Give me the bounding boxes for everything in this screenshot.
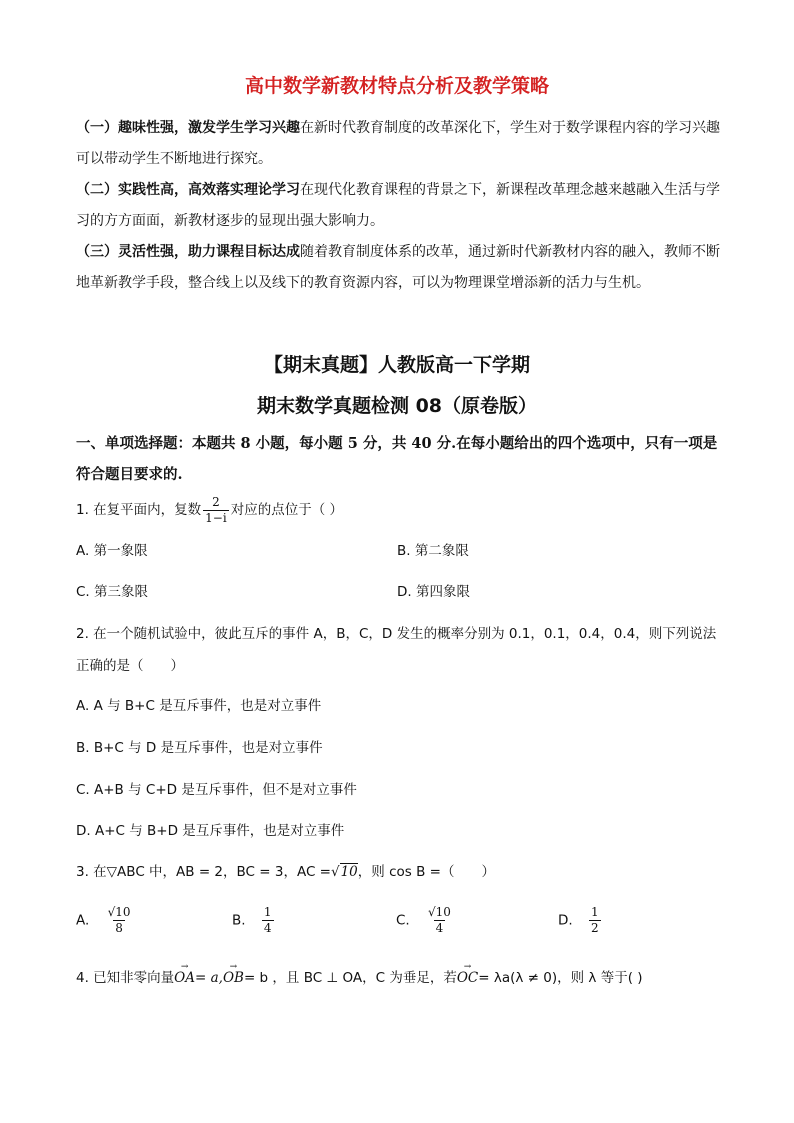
q3-option-c-fraction — [426, 905, 453, 936]
q1-frac-num: 2 — [212, 494, 220, 509]
q3-sqrt-value: 10 — [340, 864, 358, 880]
frac-den: 2 — [590, 921, 599, 935]
question-4 — [76, 962, 726, 994]
intro-paragraph — [76, 237, 726, 299]
q3-option-d — [558, 905, 603, 936]
intro-block — [76, 113, 726, 299]
frac-den: 8 — [115, 921, 123, 935]
intro-lead: （二）实践性高，高效落实理论学习 — [76, 182, 300, 198]
vector-oc: → OC — [457, 962, 478, 994]
q4-stem-pre: 4. 已知非零向量 — [76, 970, 175, 986]
q3-option-d-fraction — [589, 905, 601, 936]
q3-option-a-label: A. — [76, 912, 90, 929]
q3-stem-pre: 3. 在▽ABC 中，AB = 2，BC = 3，AC = — [76, 864, 331, 880]
q1-frac-den: 1−i — [205, 510, 227, 525]
section-heading: 一、单项选择题：本题共 8 小题，每小题 5 分，共 40 分.在每小题给出的四个选项中，只有一项是符合题目要求的. — [76, 435, 718, 483]
question-3 — [76, 856, 726, 888]
frac-den: 4 — [263, 921, 272, 935]
frac-den: 4 — [435, 921, 444, 935]
q1-fraction — [203, 495, 229, 526]
q1-option-d: D. 第四象限 — [397, 584, 470, 600]
q2-option-b: B. B+C 与 D 是互斥事件，也是对立事件 — [76, 740, 323, 756]
exam-title-line2: 期末数学真题检测 08（原卷版） — [256, 395, 538, 417]
question-1 — [76, 494, 726, 526]
q1-stem-post: 对应的点位于（ ） — [230, 502, 343, 518]
q3-option-c-label: C. — [396, 912, 410, 929]
q3-option-b — [232, 905, 276, 936]
frac-num: √10 — [428, 905, 451, 919]
question-2: 2. 在一个随机试验中，彼此互斥的事件 A，B，C，D 发生的概率分别为 0.1，0.1，0.4，0.4，则下列说法正确的是（ ） — [76, 626, 717, 674]
vector-ob: → OB — [223, 962, 244, 994]
q3-option-b-label: B. — [232, 912, 246, 929]
intro-text: 在新时代教育制度的改革深化下，学生对于数学课程内容的学习兴趣可以带动学生不断地进行探究。 — [76, 120, 720, 167]
q1-option-c: C. 第三象限 — [76, 584, 149, 600]
frac-num: 1 — [263, 905, 272, 919]
q3-option-d-label: D. — [558, 912, 573, 929]
q3-option-a-fraction — [106, 905, 133, 936]
q2-option-c: C. A+B 与 C+D 是互斥事件，但不是对立事件 — [76, 782, 357, 798]
q3-stem-post: ，则 cos B =（ ） — [357, 864, 495, 880]
intro-paragraph — [76, 113, 726, 175]
intro-text: 在现代化教育课程的背景之下，新课程改革理念越来越融入生活与学习的方方面面，新教材逐步的显现出强大影响力。 — [76, 182, 720, 229]
q3-option-c — [396, 905, 455, 936]
header-title: 高中数学新教材特点分析及教学策略 — [244, 75, 549, 97]
intro-lead: （三）灵活性强，助力课程目标达成 — [76, 244, 300, 260]
sqrt-symbol: √ — [330, 864, 340, 880]
q2-option-a: A. A 与 B+C 是互斥事件，也是对立事件 — [76, 698, 322, 714]
q3-option-a — [76, 905, 135, 936]
q4-eq-a: = a, — [195, 970, 223, 986]
q1-option-a: A. 第一象限 — [76, 543, 148, 559]
frac-num: 1 — [590, 905, 599, 919]
q1-stem-pre: 1. 在复平面内，复数 — [76, 502, 202, 518]
intro-paragraph — [76, 175, 726, 237]
q4-stem-post: = λa(λ ≠ 0)，则 λ 等于( ) — [478, 970, 643, 986]
q4-eq-b: = b ，且 BC ⊥ OA，C 为垂足，若 — [243, 970, 457, 986]
frac-num: √10 — [107, 905, 131, 919]
q1-option-b: B. 第二象限 — [397, 543, 469, 559]
q2-option-d: D. A+C 与 B+D 是互斥事件，也是对立事件 — [76, 823, 345, 839]
exam-title-line1: 【期末真题】人教版高一下学期 — [263, 354, 530, 376]
q3-option-b-fraction — [262, 905, 274, 936]
vector-oa: → OA — [174, 962, 195, 994]
intro-text: 随着教育制度体系的改革，通过新时代新教材内容的融入，教师不断地革新教学手段，整合线上以及线下的教育资源内容，可以为物理课堂增添新的活力与生机。 — [76, 244, 720, 291]
intro-lead: （一）趣味性强，激发学生学习兴趣 — [76, 120, 300, 136]
